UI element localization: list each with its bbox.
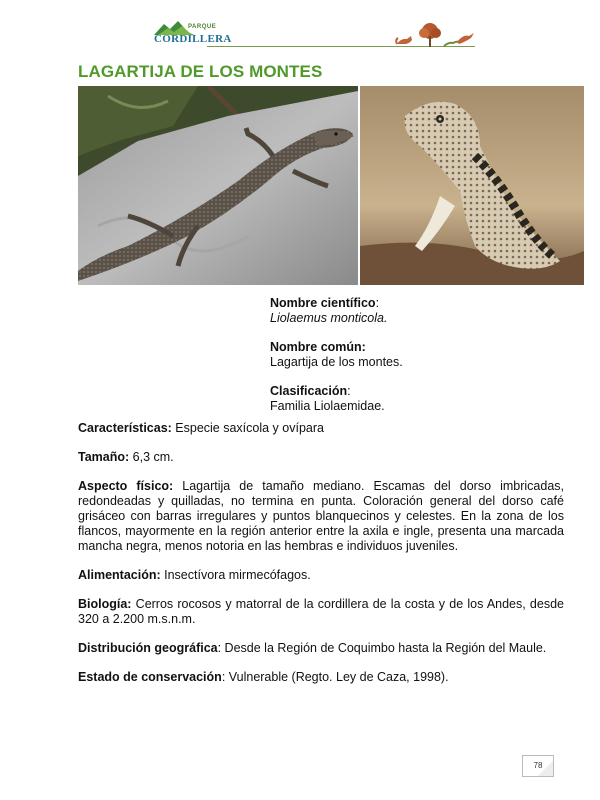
clasificacion-value: Familia Liolaemidae. (270, 399, 385, 413)
page-title: LAGARTIJA DE LOS MONTES (78, 62, 323, 81)
aspecto-fisico-paragraph (78, 479, 564, 554)
nombre-cientifico-block (270, 296, 403, 326)
clasificacion-block (270, 384, 403, 414)
section-label: Estado de conservación (78, 670, 222, 684)
section-text: 6,3 cm. (129, 450, 174, 464)
section-label: Distribución geográfica (78, 641, 218, 655)
section-text: Cerros rocosos y matorral de la cordillera de la costa y de los Andes, desde 320 a 2.200 m.s.n.m. (78, 597, 564, 626)
nombre-cientifico-value: Liolaemus monticola. (270, 311, 388, 325)
section-text: Lagartija de tamaño mediano. Escamas del dorso imbricadas, redondeadas y quilladas, no termina en punta. Coloración general del dorso café grisáceo con barras irregulares y puntos blanquecinos y celestes. En la zona de los flancos, mayormente en la región anterior entre la axila e ingle, presenta una marcada mancha negra, menos notoria en las hembras e individuos juveniles. (78, 479, 564, 553)
tamano-paragraph (78, 450, 564, 465)
clasificacion-label: Clasificación (270, 384, 348, 398)
lizard-on-rock-photo (78, 86, 358, 285)
logo-small-text: PARQUE (188, 24, 217, 30)
section-label: Alimentación: (78, 568, 161, 582)
alimentacion-paragraph (78, 568, 564, 583)
description-body (78, 421, 564, 699)
clasificacion-colon: : (347, 384, 351, 398)
nombre-comun-block (270, 340, 403, 370)
nombre-comun-value: Lagartija de los montes. (270, 355, 403, 369)
section-label: Biología: (78, 597, 132, 611)
biologia-paragraph (78, 597, 564, 627)
section-label: Características: (78, 421, 172, 435)
section-text: : Vulnerable (Regto. Ley de Caza, 1998). (221, 670, 449, 684)
caracteristicas-paragraph (78, 421, 564, 436)
lizard-standing-photo (360, 86, 584, 285)
page-number: 78 (522, 755, 554, 777)
nombre-cientifico-label: Nombre científico (270, 296, 376, 310)
section-text: Insectívora mirmecófagos. (160, 568, 311, 582)
tree-icon (417, 22, 443, 48)
section-text: : Desde la Región de Coquimbo hasta la Región del Maule. (217, 641, 547, 655)
conservacion-paragraph (78, 670, 564, 685)
page-header (145, 18, 475, 52)
distribucion-paragraph (78, 641, 564, 656)
section-label: Aspecto físico: (78, 479, 174, 493)
nombre-comun-label: Nombre común: (270, 340, 366, 354)
taxonomy-info (270, 296, 403, 428)
nombre-cientifico-colon: : (375, 296, 380, 310)
bird-icon (455, 22, 475, 48)
section-label: Tamaño: (78, 450, 130, 464)
section-text: Especie saxícola y ovípara (171, 421, 324, 435)
logo-big-text: CORDILLERA (154, 33, 232, 45)
fox-icon (395, 22, 415, 48)
